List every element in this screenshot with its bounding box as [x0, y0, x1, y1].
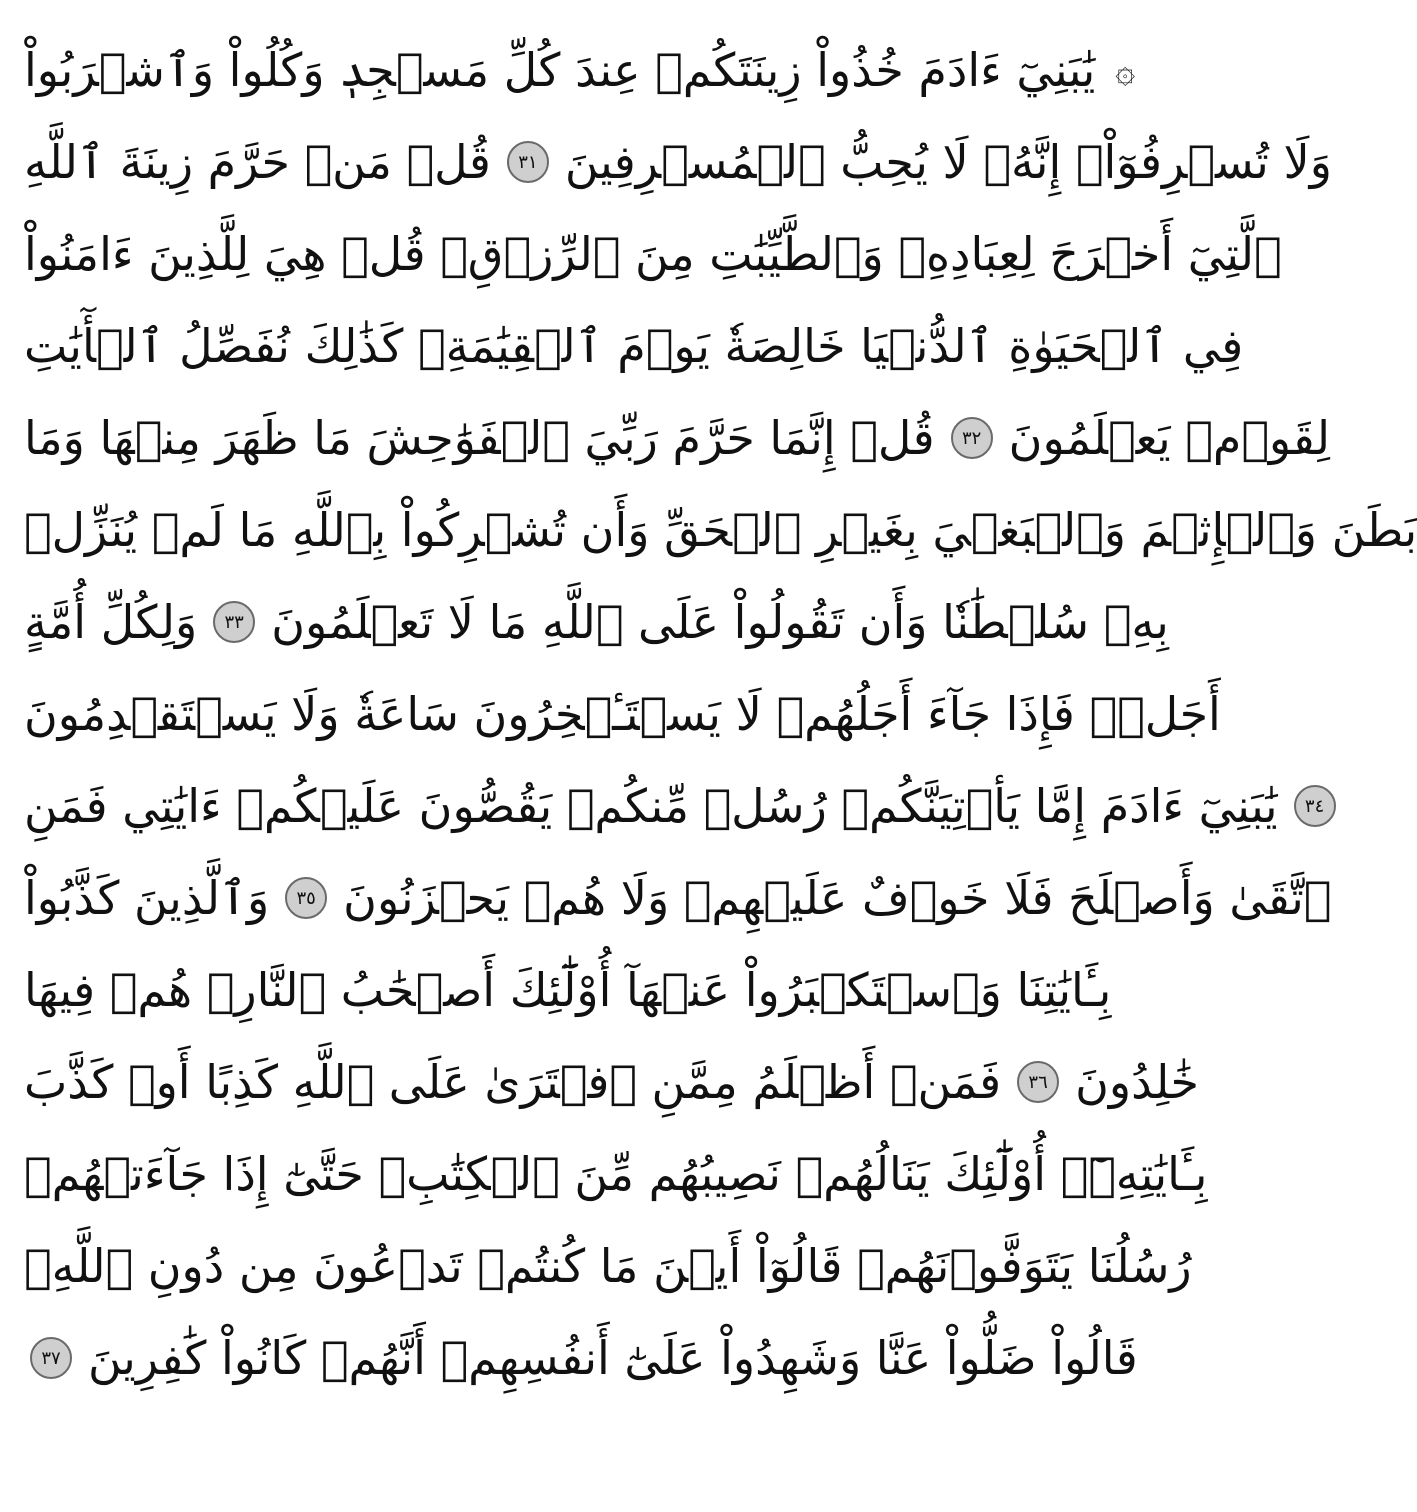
verse-text: خَٰلِدُونَ	[1075, 1055, 1199, 1109]
verse-text: قُلۡ مَنۡ حَرَّمَ زِينَةَ ٱللَّهِ	[24, 135, 491, 189]
line-segment	[24, 779, 1342, 833]
text-line-1	[24, 24, 1136, 116]
text-line-5	[24, 392, 1330, 484]
verse-text: قُلۡ إِنَّمَا حَرَّمَ رَبِّيَ ٱلۡفَوَٰحِشَ مَا ظَهَرَ مِنۡهَا وَمَا	[24, 411, 935, 465]
verse-text: فَمَنۡ أَظۡلَمُ مِمَّنِ ٱفۡتَرَىٰ عَلَى ٱللَّهِ كَذِبًا أَوۡ كَذَّبَ	[24, 1055, 1002, 1109]
ayah-number-marker: ٣٧	[30, 1337, 72, 1379]
verse-text: بَطَنَ وَٱلۡإِثۡمَ وَٱلۡبَغۡيَ بِغَيۡرِ ٱلۡحَقِّ وَأَن تُشۡرِكُواْ بِٱللَّهِ مَا لَمۡ يُنَزِّلۡ	[24, 503, 1417, 557]
line-segment	[24, 411, 1330, 465]
verse-text: فِي ٱلۡحَيَوٰةِ ٱلدُّنۡيَا خَالِصَةٗ يَوۡمَ ٱلۡقِيَٰمَةِۗ كَذَٰلِكَ نُفَصِّلُ ٱلۡأٓيَٰتِ	[24, 319, 1244, 373]
text-line-10	[24, 852, 1332, 944]
verse-text: وَلِكُلِّ أُمَّةٍ	[24, 595, 198, 649]
verse-text: وَلَا تُسۡرِفُوٓاْۚ إِنَّهُۥ لَا يُحِبُّ ٱلۡمُسۡرِفِينَ	[564, 135, 1332, 189]
text-line-14	[24, 1220, 1192, 1312]
text-line-2	[24, 116, 1332, 208]
verse-text: وَٱلَّذِينَ كَذَّبُواْ	[24, 871, 270, 925]
line-segment	[24, 595, 1169, 649]
text-line-9	[24, 760, 1325, 852]
text-line-6	[24, 484, 1417, 576]
line-segment	[24, 1055, 1199, 1109]
verse-text: أَجَلٞۖ فَإِذَا جَآءَ أَجَلُهُمۡ لَا يَسۡتَـٔۡخِرُونَ سَاعَةٗ وَلَا يَسۡتَقۡدِمُونَ	[24, 687, 1221, 741]
rub-el-hizb-mark: ۞	[1115, 50, 1136, 91]
ayah-number-marker: ٣٤	[1294, 785, 1336, 827]
verse-text: ٱتَّقَىٰ وَأَصۡلَحَ فَلَا خَوۡفٌ عَلَيۡهِمۡ وَلَا هُمۡ يَحۡزَنُونَ	[343, 871, 1332, 925]
text-line-4	[24, 300, 1244, 392]
verse-text: يَٰبَنِيٓ ءَادَمَ إِمَّا يَأۡتِيَنَّكُمۡ رُسُلٞ مِّنكُمۡ يَقُصُّونَ عَلَيۡكُمۡ ءَايَٰتِي فَمَنِ	[24, 779, 1278, 833]
text-line-7	[24, 576, 1169, 668]
ayah-number-marker: ٣٥	[285, 877, 327, 919]
verse-text: بِهِۦ سُلۡطَٰنٗا وَأَن تَقُولُواْ عَلَى ٱللَّهِ مَا لَا تَعۡلَمُونَ	[271, 595, 1169, 649]
ayah-number-marker: ٣٢	[951, 417, 993, 459]
line-segment	[24, 43, 1135, 97]
verse-text: بِـَٔايَٰتِهِۦٓۚ أُوْلَٰٓئِكَ يَنَالُهُمۡ نَصِيبُهُم مِّنَ ٱلۡكِتَٰبِۖ حَتَّىٰٓ إِذَا جَآءَتۡهُمۡ	[24, 1147, 1208, 1201]
text-line-11	[24, 944, 1112, 1036]
verse-text: رُسُلُنَا يَتَوَفَّوۡنَهُمۡ قَالُوٓاْ أَيۡنَ مَا كُنتُمۡ تَدۡعُونَ مِن دُونِ ٱللَّهِۖ	[24, 1239, 1192, 1293]
ayah-number-marker: ٣٣	[213, 601, 255, 643]
line-segment	[24, 135, 1332, 189]
ayah-number-marker: ٣٦	[1017, 1061, 1059, 1103]
verse-lines	[24, 24, 1417, 1404]
line-segment	[24, 871, 1331, 925]
verse-text: قَالُواْ ضَلُّواْ عَنَّا وَشَهِدُواْ عَلَىٰٓ أَنفُسِهِمۡ أَنَّهُمۡ كَانُواْ كَٰفِرِينَ	[88, 1331, 1138, 1385]
text-line-3	[24, 208, 1282, 300]
verse-text: يَٰبَنِيٓ ءَادَمَ خُذُواْ زِينَتَكُمۡ عِندَ كُلِّ مَسۡجِدٖ وَكُلُواْ وَٱشۡرَبُواْ	[24, 43, 1096, 97]
verse-text: بِـَٔايَٰتِنَا وَٱسۡتَكۡبَرُواْ عَنۡهَآ أُوْلَٰٓئِكَ أَصۡحَٰبُ ٱلنَّارِۖ هُمۡ فِيهَا	[24, 963, 1112, 1017]
line-segment	[24, 1331, 1138, 1385]
ayah-number-marker: ٣١	[507, 141, 549, 183]
verse-text: لِقَوۡمٖ يَعۡلَمُونَ	[1008, 411, 1330, 465]
text-line-15	[24, 1312, 1138, 1404]
verse-text: ٱلَّتِيٓ أَخۡرَجَ لِعِبَادِهِۦ وَٱلطَّيِّبَٰتِ مِنَ ٱلرِّزۡقِۚ قُلۡ هِيَ لِلَّذِينَ ءَامَنُواْ	[24, 227, 1282, 281]
text-line-12	[24, 1036, 1199, 1128]
text-line-8	[24, 668, 1221, 760]
text-line-13	[24, 1128, 1208, 1220]
